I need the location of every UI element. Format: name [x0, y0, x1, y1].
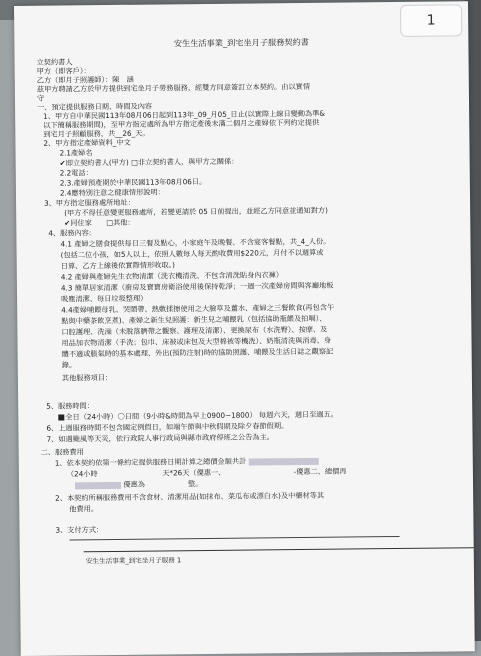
discount-text: 優惠為 整。 [123, 479, 203, 489]
section1-line-4: 到宅月子照顧服務，共__26_天。 [43, 128, 150, 139]
section1-line-25: 體不適或脹氣時的基本處理、外出(預防注射)時的協助照護、哺餵及生活日誌之觀察記 [61, 346, 334, 359]
parties-line-3: 乙方（即月子照護師）：陳 涵 [36, 74, 134, 85]
footer-rule [84, 547, 474, 552]
section2-heading: 二、服務費用 [40, 447, 84, 457]
parties-line-4: 茲甲方聘請乙方於甲方提供到宅坐月子勞務服務，經雙方同意簽訂立本契約。由以實情 [36, 81, 311, 94]
redacted-amount [248, 457, 318, 465]
section2-line-6: 他費用。 [69, 504, 99, 514]
section2-line-2 [55, 456, 319, 468]
contract-page [14, 1, 475, 656]
section1-line-18: 4.2 產婦與產婦先生衣物清潔（洗衣機清洗、不包含清洗貼身內衣褲） [60, 270, 284, 282]
service-time-heading: 5、服務時間： [46, 401, 94, 411]
section1-line-6: 2.1產婦名 [59, 148, 93, 158]
page-title: 安生生活事業_到宅坐月子服務契約書 [173, 36, 309, 49]
section1-line-26: 錄。 [61, 360, 77, 370]
section1-line-15: 4.1 產婦之膳食提供每日三餐及點心，小家庭午及晚餐、不含宴客餐點，共_4_人份。 [60, 236, 331, 249]
fee-total-text: 1、依本契約依第一條約定提供服務日期計算之總價金額共計 [54, 456, 247, 468]
parties-line-2: 甲方（即客戶）： [36, 66, 91, 76]
service-time-line-4: 7、如遇颱風等天災，依行政院人事行政局與縣市政府停班之公告為主。 [46, 432, 274, 444]
redacted-amount-2 [75, 481, 121, 488]
section2-line-5: 2、本契約所稱服務費用不含食材、清潔用品(如抹布、菜瓜布或漂白水)及中藥材等其 [55, 490, 325, 503]
section1-heading: 一、預定提供服務日期、時間及內容 [37, 101, 153, 112]
section1-line-20: 吸塵清潔、每日垃圾整理） [61, 293, 148, 304]
section1-line-8: 2.2電話： [59, 168, 93, 178]
section1-line-7: ✔即立契約書人(甲方) □非立契約書人，與甲方之關係： [59, 156, 239, 168]
payment-method-line [70, 536, 400, 540]
page-number-box [400, 4, 462, 37]
section1-line-10: 2.4應特別注意之健康情形說明： [59, 187, 165, 198]
section2-line-7: 3、支付方式： [55, 525, 104, 535]
parties-line-5: 守 [36, 93, 45, 103]
service-time-line-2 [58, 410, 338, 422]
section1-line-19: 4.3 簡單居家清潔（廚房及寶寶房衛浴使用後保持乾淨；一週一次產婦房間與客廳地板 [60, 280, 334, 293]
section1-line-27: 其他服務項目： [61, 372, 113, 383]
checked-box-icon [58, 414, 64, 420]
section1-line-11: 3、甲方指定服務處所地址： [44, 197, 135, 208]
section1-line-12: (甲方不得任意變更服務處所，若變更請於 05 日前提出，並經乙方同意並通知對方) [64, 205, 328, 218]
section1-line-23: 口腔護理、洗澡（未脫落臍帶之觀察、護理及清潔）、更換尿布（水洗臀）、按摩、及 [61, 324, 328, 337]
section1-line-17: 日算、乙方上線後依實際情形收取。) [60, 260, 175, 271]
section1-line-9: 2.3.產婦預產期於中華民國113年08月06日。 [59, 176, 207, 188]
section1-line-21: 4.4產婦哺餵母乳、哭鬧帶、熱敷揉擦使用之大臉草及薑水、產婦之三餐飲食(再包含午 [61, 302, 335, 315]
section1-line-3: 以下簡稱服務期間)，至甲方指定處所為甲方指定產後未滿二個月之產婦依下列約定提供 [43, 117, 320, 130]
parties-line-1: 立契約書人 [36, 57, 73, 67]
section1-line-5: 2、甲方指定產婦資料_中文 [43, 137, 131, 148]
section1-line-16: (包括二位小孩，如5人以上，依照人數每人每天酌收費用$220元，月付不以週算或 [60, 247, 324, 260]
service-time-text: 全日（24小時）〇日間（9小時&時間為早上0900~1800） 每週六天，週日至週五。 [65, 409, 338, 422]
section1-line-13: ✔同住家 □其他： [64, 217, 135, 228]
page-footer: 安生生活事業_到宅坐月子服務 1 [85, 556, 182, 566]
section1-line-24: 用品加衣物清潔（手洗；包巾、床被或床包及大型棉被等機洗）、奶瓶清洗與消毒、身 [61, 335, 332, 348]
section1-line-14: 4、服務內容: [48, 228, 92, 238]
section2-line-4 [75, 479, 202, 489]
page-number: 1 [426, 12, 436, 29]
section2-line-3: （24小時 天*26天（優惠一、 -優惠二、總價再 [66, 466, 347, 479]
service-time-line-3: 6、上週服務時間不包含國定例假日，如端午節與中秋假期及除夕春節假期。 [46, 421, 289, 433]
section1-line-2: 1、甲方自中華民國113年08月06日起到113年_09_月05_日止(以實際上線日變動為準& [43, 108, 326, 121]
section1-line-22: 點與中藥茶飲烹煮)、產婦之新生兒照護：新生兒之哺餵乳（包括協助瓶餵及拍嗝）、 [61, 313, 327, 326]
